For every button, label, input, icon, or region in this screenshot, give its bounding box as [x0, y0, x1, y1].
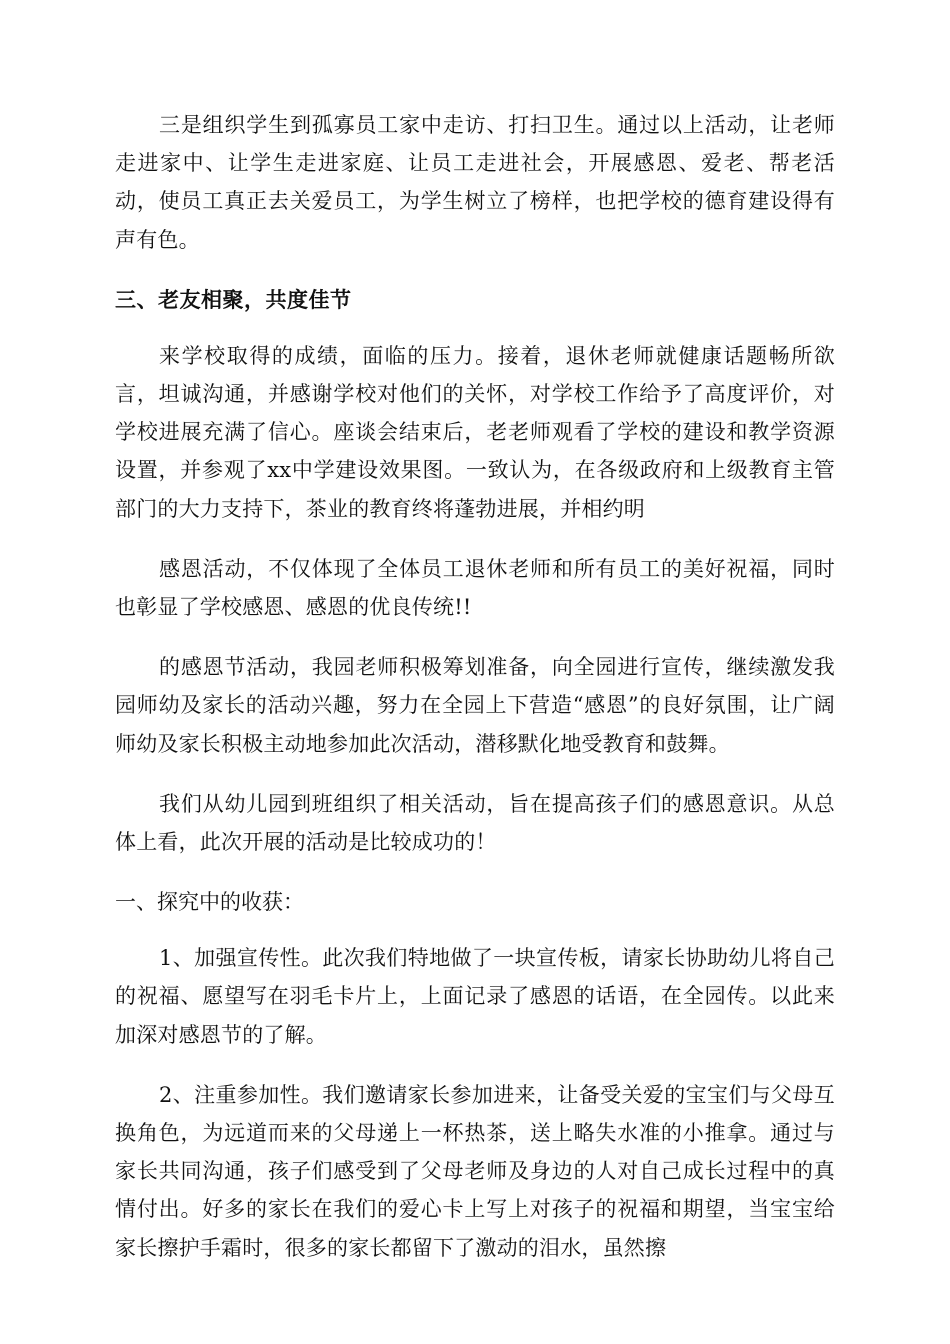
paragraph-participation: 2、注重参加性。我们邀请家长参加进来，让备受关爱的宝宝们与父母互换角色，为远道而来的父母递上一杯热茶，送上略失水准的小推拿。通过与家长共同沟通，孩子们感受到了父母老师及身边的人对自己成长过程中的真情付出。好多的家长在我们的爱心卡上写上对孩子的祝福和期望，当宝宝给家长擦护手霜时，很多的家长都留下了激动的泪水，虽然擦: [115, 1082, 835, 1260]
section-heading-gains: 一、探究中的收获：: [115, 890, 304, 915]
paragraph-gratitude-activity: 感恩活动，不仅体现了全体员工退休老师和所有员工的美好祝福，同时也彰显了学校感恩、感恩的优良传统!!: [115, 556, 835, 620]
paragraph-publicity: 1、加强宣传性。此次我们特地做了一块宣传板，请家长协助幼儿将自己的祝福、愿望写在羽毛卡片上，上面记录了感恩的话语，在全园传。以此来加深对感恩节的了解。: [115, 946, 835, 1047]
document-page: [115, 106, 835, 1267]
paragraph-thanksgiving-event: 的感恩节活动，我园老师积极筹划准备，向全园进行宣传，继续激发我园师幼及家长的活动兴趣，努力在全园上下营造“感恩”的良好氛围，让广阔师幼及家长积极主动地参加此次活动，潜移默化地受教育和鼓舞。: [115, 655, 835, 756]
section-heading-old-friends: 三、老友相聚，共度佳节: [115, 287, 352, 312]
paragraph-kindergarten: 我们从幼儿园到班组织了相关活动，旨在提高孩子们的感恩意识。从总体上看，此次开展的活动是比较成功的！: [115, 791, 835, 855]
paragraph-visits: 三是组织学生到孤寡员工家中走访、打扫卫生。通过以上活动，让老师走进家中、让学生走进家庭、让员工走进社会，开展感恩、爱老、帮老活动，使员工真正去关爱员工，为学生树立了榜样，也把学校的德育建设得有声有色。: [115, 113, 835, 252]
paragraph-retired-teachers: 来学校取得的成绩，面临的压力。接着，退休老师就健康话题畅所欲言，坦诚沟通，并感谢学校对他们的关怀，对学校工作给予了高度评价，对学校进展充满了信心。座谈会结束后，老老师观看了学校的建设和教学资源设置，并参观了xx中学建设效果图。一致认为，在各级政府和上级教育主管部门的大力支持下，茶业的教育终将蓬勃进展，并相约明: [115, 343, 835, 521]
